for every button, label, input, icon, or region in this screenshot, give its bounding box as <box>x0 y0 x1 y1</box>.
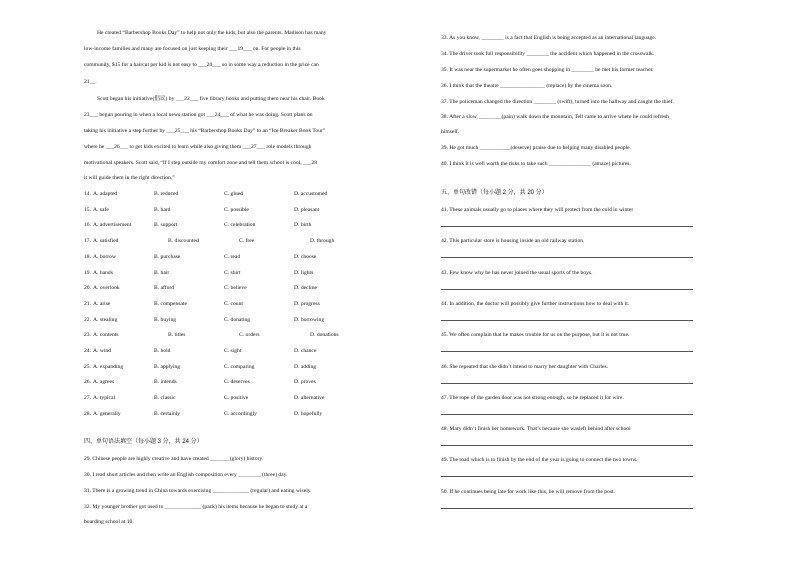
option-d: D. choose <box>294 253 317 260</box>
option-d: D. progress <box>294 300 320 307</box>
option-b: B. hard <box>154 206 171 213</box>
question-30: 30. I read short articles and then write an English composition every ________ (three) day. <box>84 472 288 478</box>
option-d: D. lights <box>294 269 314 276</box>
option-d: D. proves <box>294 379 316 386</box>
question-47: 47. The rope of the garden door was not strong enough, so he replaced it for wire. <box>441 394 624 401</box>
passage-line: 23___ begun pouring in when a local news station got ___24___ of what he was doing. Scott plans on <box>84 112 313 118</box>
passage-line: Scott began his initiative(倡议) by ___22___ five library books and putting them near his chair. Book <box>97 96 325 102</box>
option-c: C. accordingly <box>224 410 257 417</box>
option-a: A. borrow <box>93 253 116 260</box>
option-number: 16. <box>84 222 91 229</box>
answer-line[interactable] <box>441 257 693 258</box>
option-c: C. sight <box>224 348 242 354</box>
option-number: 28. <box>84 410 91 417</box>
option-c: C. celebration <box>224 222 256 229</box>
option-d: D. donations <box>310 332 339 339</box>
question-48: 48. Mary didn’t finish her homework. That’s because she wasleft behind after school <box>441 426 631 433</box>
option-b: B. hold <box>154 348 171 354</box>
option-b: B. buying <box>154 316 177 323</box>
option-number: 14. <box>84 191 91 197</box>
question-34: 34. The driver took full responsibility ________ the accident which happened in the crosswalk. <box>441 51 655 57</box>
option-number: 19. <box>84 269 91 276</box>
option-number: 21. <box>84 300 91 307</box>
option-a: A. expanding <box>93 363 124 370</box>
answer-line[interactable] <box>441 476 693 477</box>
question-37: 37. The policeman changed the direction ________ (swift), turned into the hallway and caught the thief. <box>441 99 674 105</box>
option-a: A. typical <box>93 395 116 402</box>
option-number: 23. <box>84 332 91 339</box>
passage-line: it will guide them in the right direction.” <box>84 175 175 181</box>
section-4-title: 四、单句语法填空（每小题 3 分，共 24 分） <box>84 439 203 445</box>
answer-line[interactable] <box>441 445 693 446</box>
option-c: C. deserves <box>224 379 250 386</box>
answer-line[interactable] <box>441 226 693 227</box>
option-c: C. comparing <box>224 363 255 370</box>
option-number: 24. <box>84 348 91 354</box>
option-a: A. satisfied <box>93 238 119 245</box>
option-b: B. discounted <box>168 238 199 245</box>
option-a: A. hands <box>93 269 113 276</box>
option-c: C. donating <box>224 316 251 323</box>
option-b: B. afford <box>154 285 175 292</box>
question-38-continued: himself. <box>441 129 460 135</box>
option-d: D. pleasant <box>294 206 320 213</box>
passage-line: 21__. <box>84 79 97 85</box>
question-43: 43. Few know why he has never joined the usual sports of the boys. <box>441 269 593 276</box>
option-number: 18. <box>84 253 91 260</box>
option-b: B. applying <box>154 363 181 370</box>
option-c: C. glued <box>224 191 243 197</box>
option-b: B. reduced <box>154 191 179 197</box>
option-d: D. accustomed <box>294 191 328 197</box>
option-d: D. alternative <box>294 395 325 402</box>
option-b: B. titles <box>168 332 186 339</box>
answer-line[interactable] <box>441 289 693 290</box>
option-number: 15. <box>84 206 91 213</box>
option-c: C. believe <box>224 285 247 292</box>
option-a: A. generally <box>93 410 121 417</box>
question-29: 29. Chinese people are highly creative and have created _______(glory) history. <box>84 456 264 462</box>
passage-line: He created “Barbershop Books Day” to help not only the kids, but also the parents. Madison has many <box>97 30 327 36</box>
question-40: 40. I think it is well worth the risks to take such _______________ (amaze) pictures. <box>441 161 631 167</box>
option-d: D. decline <box>294 285 317 292</box>
option-a: A. agrees <box>93 379 115 386</box>
answer-line[interactable] <box>441 508 693 509</box>
passage-line: low-income families and many are focused on just keeping their ___19___ on. For people in this <box>84 46 301 52</box>
answer-line[interactable] <box>441 383 693 384</box>
passage-line: taking his initiative a step further by ___25___ his “Barbershop Books Day” to an “Ice Breaker Book Tour” <box>84 128 326 134</box>
question-41: 41. These animals usually go to places where they will protect from the cold in winter <box>441 207 634 213</box>
question-32-continued: boarding school at 10. <box>84 519 134 525</box>
question-50: 50. If he continues being late for work like this, he will remove from the post. <box>441 488 615 495</box>
option-c: C. read <box>224 253 241 260</box>
question-39: 39. He got much ___________(deserve) praise due to helping many disabled people. <box>441 145 631 151</box>
option-c: C. free <box>239 238 255 245</box>
option-a: A. overlook <box>93 285 120 292</box>
option-b: B. classic <box>154 395 176 402</box>
option-b: B. certainly <box>154 410 181 417</box>
passage-line: where he ___26___ to get kids excited to learn while also giving them ___27___ role models through <box>84 144 312 150</box>
question-46: 46. She repeated that she didn’t intend to marry her daughter with Charles. <box>441 363 609 370</box>
option-c: C. orders <box>239 332 260 339</box>
option-b: B. purchase <box>154 253 181 260</box>
option-b: B. support <box>154 222 178 229</box>
option-a: A. arise <box>93 300 111 307</box>
passage-line: motivational speakers. Scott said, “If I step outside my comfort zone and tell them school is cool, ___28 <box>84 160 318 166</box>
option-b: B. intends <box>154 379 177 386</box>
option-a: A. contents <box>93 332 119 339</box>
option-number: 22. <box>84 316 91 323</box>
option-number: 27. <box>84 395 91 402</box>
option-a: A. safe <box>93 206 109 213</box>
option-c: C. shirt <box>224 269 241 276</box>
question-35: 35. It was near the supermarket he often goes shopping in ________ he met his former teacher. <box>441 67 654 73</box>
question-33: 33. As you know, ________ is a fact that English is being accepted as an international language. <box>441 35 657 41</box>
passage-line: community, $15 for a haircut per kid is not easy to ___20___ so in some way a reduction in the price can <box>84 62 319 68</box>
option-c: C. positive <box>224 395 249 402</box>
option-d: D. chance <box>294 348 317 354</box>
option-number: 26. <box>84 379 91 386</box>
option-d: D. through <box>310 238 335 245</box>
answer-line[interactable] <box>441 320 693 321</box>
option-number: 17. <box>84 238 91 245</box>
question-44: 44. In addition, the doctor will possibly give further instructions how to deal with it. <box>441 300 630 307</box>
answer-line[interactable] <box>441 351 693 352</box>
question-31: 31. There is a growing trend in China towards exercising _____________ (regular) and eating wisely. <box>84 488 312 494</box>
option-c: C. count <box>224 300 243 307</box>
question-32: 32. My younger brother got used to _____________ (pack) his items because he began to study at a <box>84 504 308 510</box>
option-b: B. hair <box>154 269 170 276</box>
option-a: A. wind <box>93 348 112 354</box>
question-42: 42. This particular store is housing inside an old railway station. <box>441 238 585 245</box>
option-d: D. hopefully <box>294 410 323 417</box>
answer-line[interactable] <box>441 414 693 415</box>
option-b: B. compensate <box>154 300 187 307</box>
option-c: C. possible <box>224 206 249 213</box>
option-a: A. stealing <box>93 316 118 323</box>
question-45: 45. We often complain that he makes trouble for us on the purpose, but it is not true. <box>441 332 630 339</box>
question-49: 49. The road which is to finish by the end of the year is going to connect the two towns. <box>441 457 638 464</box>
option-d: D. birth <box>294 222 312 229</box>
question-38: 38. After a slow, ________(pain) walk down the mountain, Tell came to arrive where he could refresh <box>441 114 669 120</box>
option-d: D. borrowing <box>294 316 325 323</box>
option-d: D. adding <box>294 363 317 370</box>
option-a: A. adapted <box>93 191 118 197</box>
question-36: 36. I think that the theatre ________________ (replace) by the cinema soon. <box>441 83 613 89</box>
option-a: A. advertisement <box>93 222 132 229</box>
option-number: 25. <box>84 363 91 370</box>
section-5-title: 五、单句改错（每小题 2 分，共 20 分） <box>441 190 548 196</box>
option-number: 20. <box>84 285 91 292</box>
